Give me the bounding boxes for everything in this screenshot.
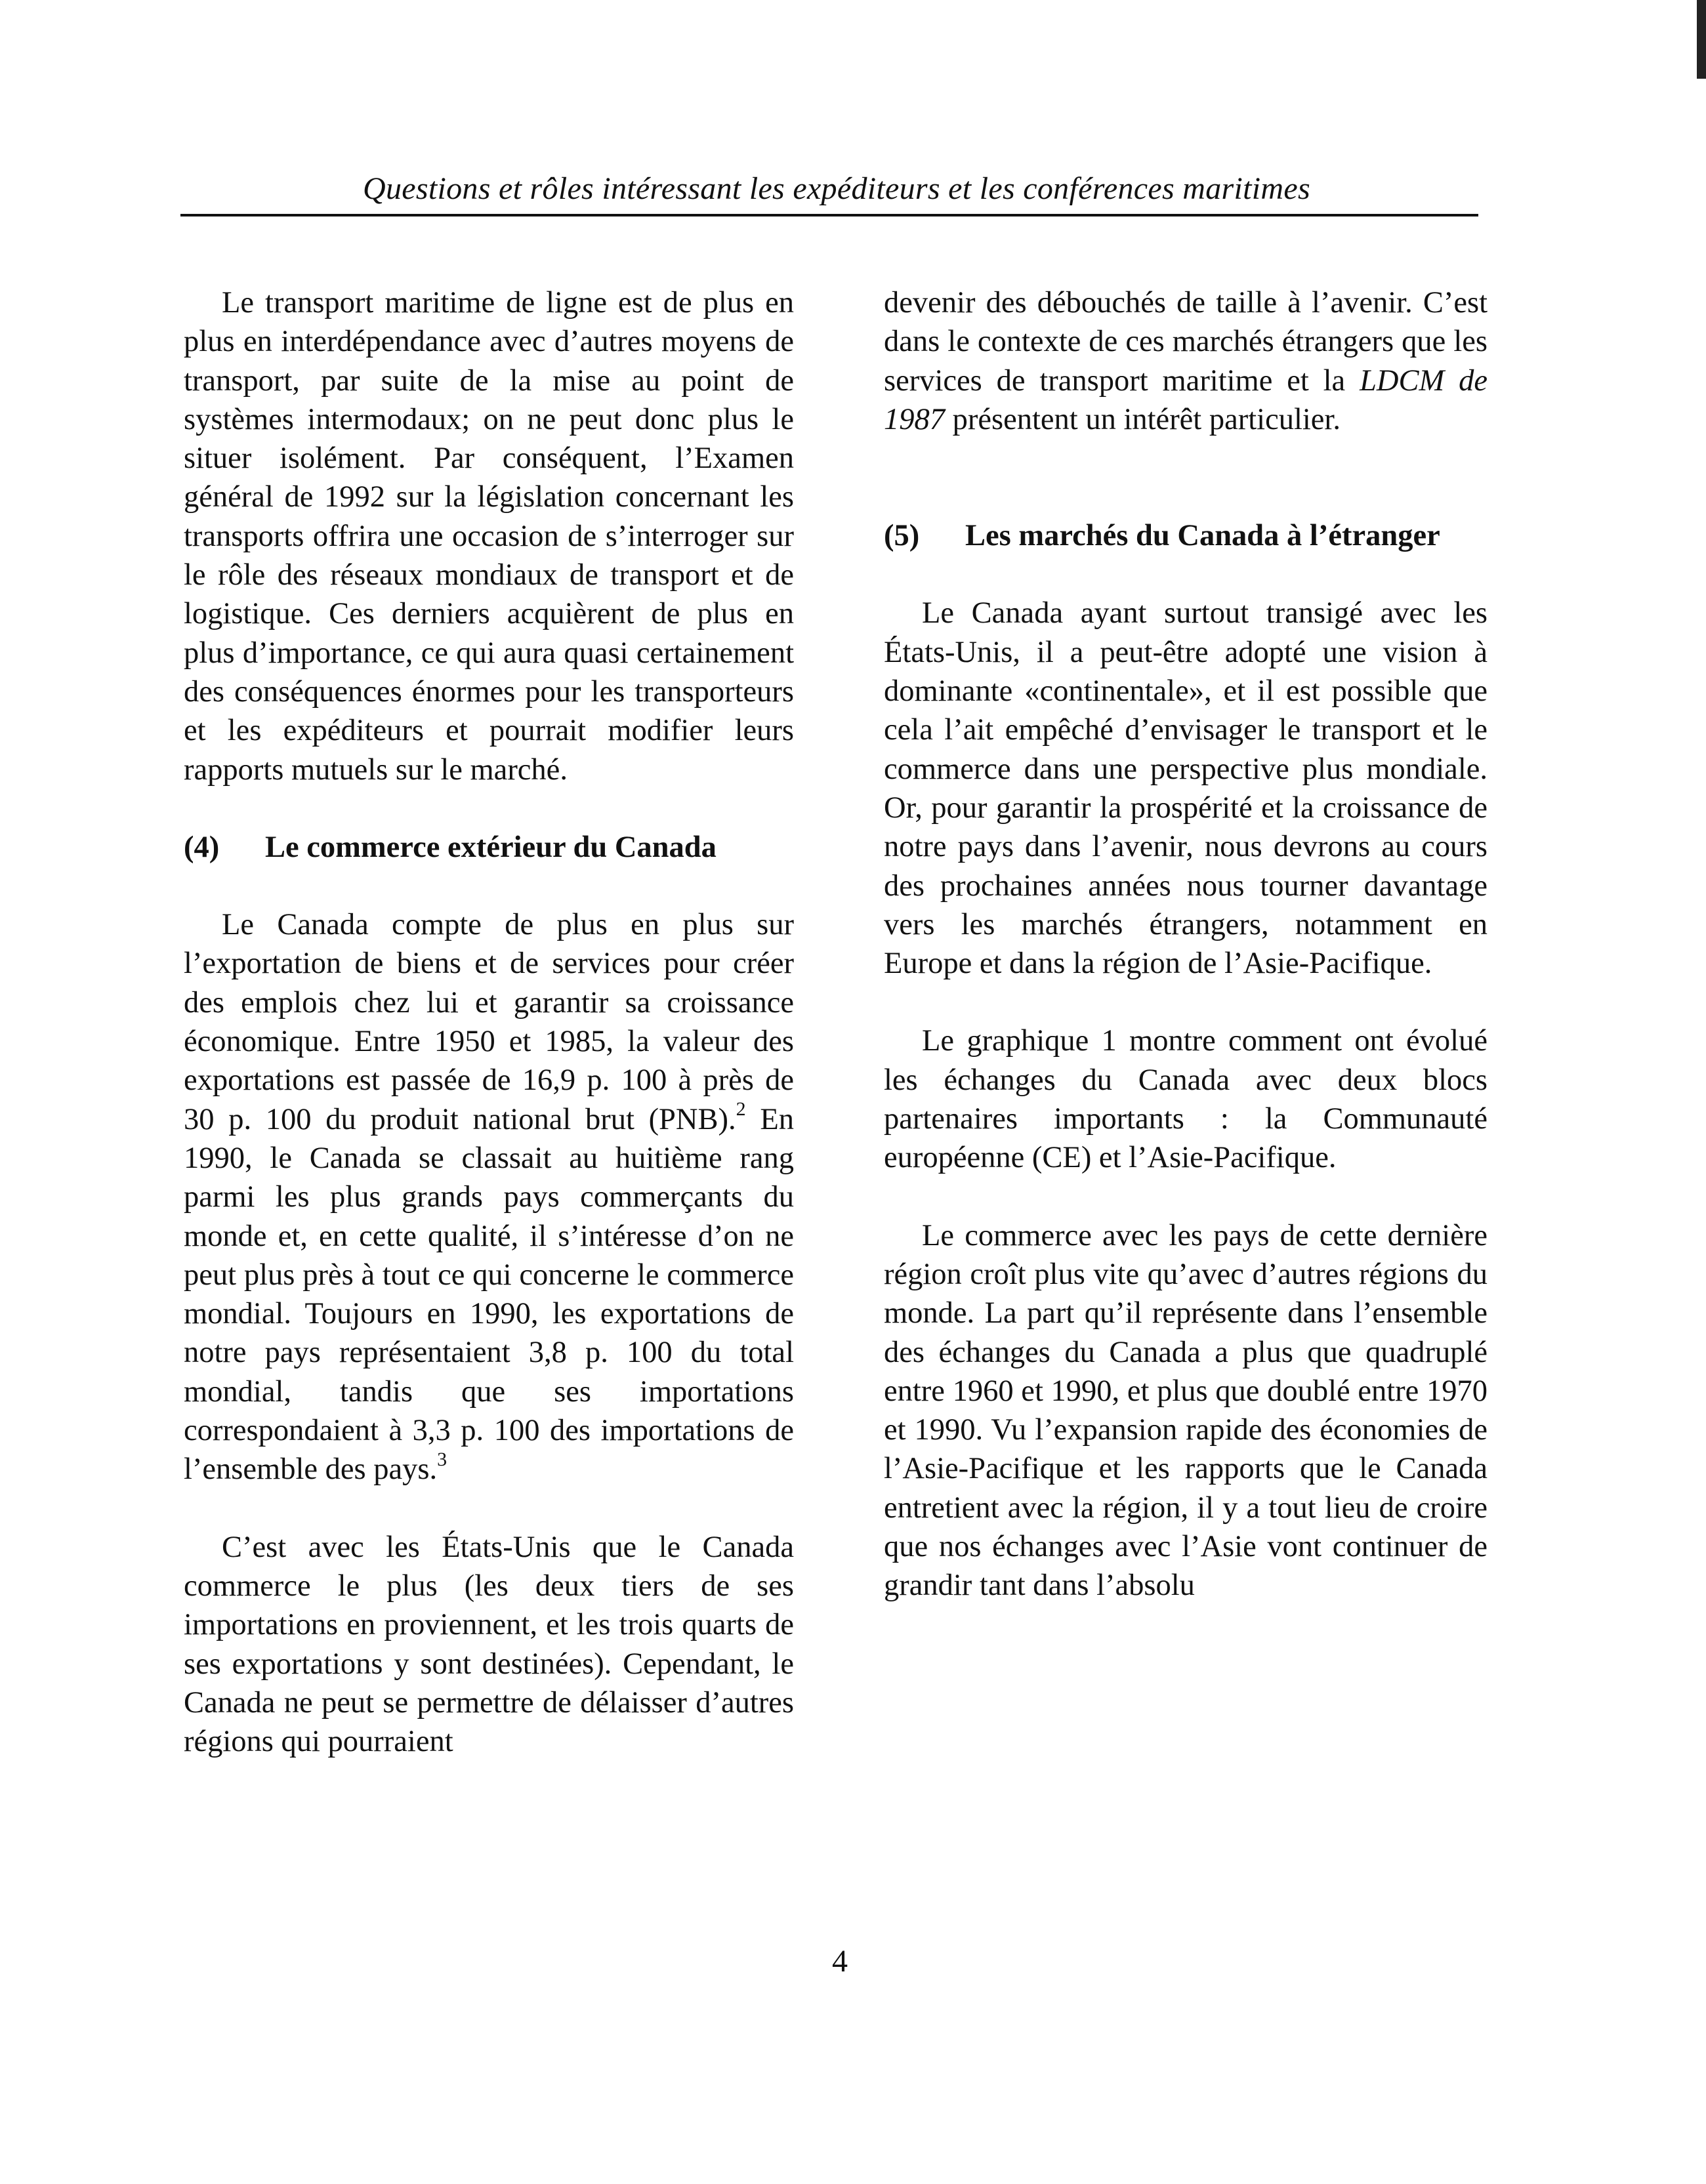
section-title: Le commerce extérieur du Canada — [265, 830, 717, 864]
footnote-ref: 2 — [736, 1098, 746, 1121]
page-number: 4 — [832, 1944, 848, 1979]
section-title: Les marchés du Canada à l’étranger — [965, 519, 1440, 553]
spacer — [884, 478, 1488, 516]
header-rule — [180, 214, 1478, 216]
footnote-ref: 3 — [437, 1448, 447, 1470]
paragraph-text: présentent un intérêt particulier. — [945, 402, 1341, 436]
section-heading-4 — [184, 828, 794, 867]
paragraph-asia-pacific: Le commerce avec les pays de cette dernière région croît plus vite qu’avec d’autres régions du monde. La part qu’il représente dans l’ensemble des échanges du Canada a plus que quadruplé entre 1960 et 1990, et plus que doublé entre 1970 et 1990. Vu l’expansion rapide des économies de l’Asie-Pacifique et les rapports que le Canada entretient avec la région, il y a tout lieu de croire que nos échanges avec l’Asie vont continuer de grandir tant dans l’absolu — [884, 1218, 1488, 1603]
running-header: Questions et rôles intéressant les expéditeurs et les conférences maritimes — [363, 171, 1310, 206]
paragraph-exports — [184, 905, 794, 1489]
paragraph-continental-vision: Le Canada ayant surtout transigé avec les États-Unis, il a peut-être adopté une vision à dominante «continentale», et il est possible que cela l’ait empêché d’envisager le transport et le commerce dans une perspective plus mondiale. Or, pour garantir la prospérité et la croissance de notre pays dans l’avenir, nous devrons au cours des prochaines années nous tourner davantage vers les marchés étrangers, notamment en Europe et dans la région de l’Asie-Pacifique. — [884, 596, 1488, 981]
section-number: (5) — [884, 519, 920, 553]
law-citation: LDCM de 1987 — [884, 363, 1488, 436]
section-number: (4) — [184, 830, 220, 864]
section-heading-5 — [884, 516, 1488, 555]
paragraph-graph-reference: Le graphique 1 montre comment ont évolué les échanges du Canada avec deux blocs partenaires importants : la Communauté européenne (CE) et l’Asie-Pacifique. — [884, 1024, 1488, 1175]
paragraph-continued — [884, 283, 1488, 439]
scan-edge-mark — [1697, 0, 1706, 79]
right-column — [884, 283, 1488, 1644]
paragraph-text: Le Canada compte de plus en plus sur l’exportation de biens et de services pour créer des emplois chez lui et garantir sa croissance économique. Entre 1950 et 1985, la valeur des exportations est passée de 16,9 p. 100 à près de 30 p. 100 du produit national brut (PNB). — [184, 908, 794, 1136]
paragraph-intermodal: Le transport maritime de ligne est de plus en plus en interdépendance avec d’autres moyens de transport, par suite de la mise au point de systèmes intermodaux; on ne peut donc plus le situer isolément. Par conséquent, l’Examen général de 1992 sur la législation concernant les transports offrira une occasion de s’interroger sur le rôle des réseaux mondiaux de transport et de logistique. Ces derniers acquièrent de plus en plus d’importance, ce qui aura quasi certainement des conséquences énormes pour les transporteurs et les expéditeurs et pourrait modifier leurs rapports mutuels sur le marché. — [184, 286, 794, 787]
paragraph-usa-trade: C’est avec les États-Unis que le Canada commerce le plus (les deux tiers de ses importations en proviennent, et les trois quarts de ses exportations y sont destinées). Cependant, le Canada ne peut se permettre de délaisser d’autres régions qui pourraient — [184, 1530, 794, 1759]
left-column — [184, 283, 794, 1800]
paragraph-text: En 1990, le Canada se classait au huitième rang parmi les plus grands pays commerçants du monde et, en cette qualité, il s’intéresse d’on ne peut plus près à tout ce qui concerne le commerce mondial. Toujours en 1990, les exportations de notre pays représentaient 3,8 p. 100 du total mondial, tandis que ses importations correspondaient à 3,3 p. 100 des importations de l’ensemble des pays. — [184, 1102, 794, 1487]
paragraph-text: devenir des débouchés de taille à l’avenir. C’est dans le contexte de ces marchés étrangers que les services de transport maritime et la — [884, 286, 1488, 398]
